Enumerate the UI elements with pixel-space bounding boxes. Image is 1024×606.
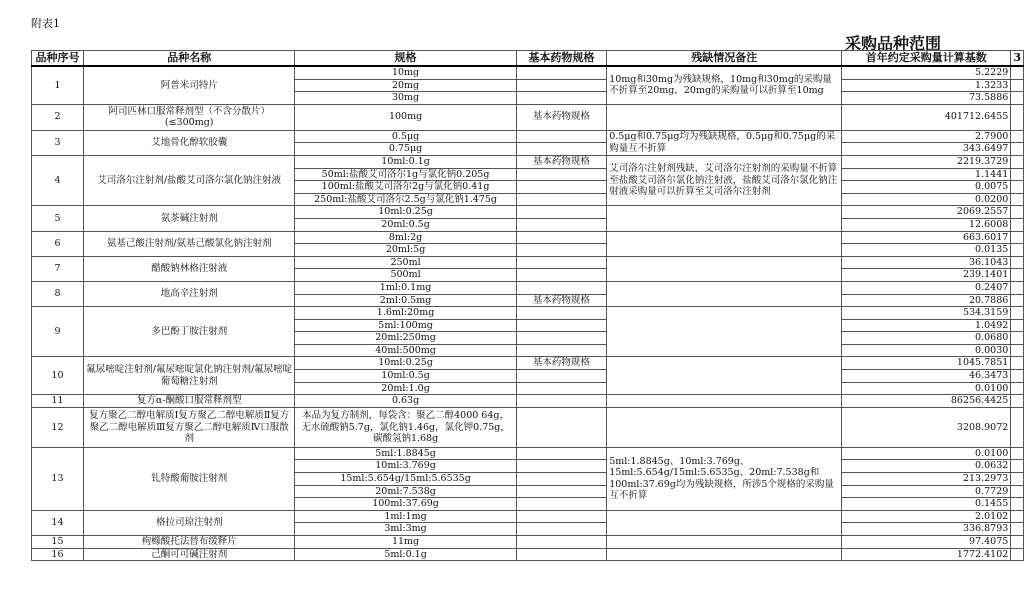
spec-cell: 100ml:37.69g — [295, 498, 516, 511]
basic-drug-cell — [516, 130, 607, 143]
header-name: 品种名称 — [83, 51, 295, 67]
quantity-cell: 1.1441 — [842, 168, 1011, 181]
item-name: 多巴酚丁胺注射剂 — [83, 307, 295, 357]
item-name: 艾地骨化醇软胶囊 — [83, 130, 295, 155]
spec-cell: 1.6ml:20mg — [295, 307, 516, 320]
spec-cell: 15ml:5.654g/15ml:5.6535g — [295, 473, 516, 486]
basic-drug-cell — [516, 307, 607, 320]
basic-drug-cell — [516, 66, 607, 79]
quantity-cell: 0.0100 — [842, 447, 1011, 460]
spec-cell: 30mg — [295, 92, 516, 105]
basic-drug-cell — [516, 256, 607, 269]
table-row — [32, 130, 1024, 143]
item-number: 2 — [32, 104, 84, 130]
basic-drug-cell — [516, 460, 607, 473]
extra-cell — [1011, 460, 1024, 473]
extra-cell — [1011, 66, 1024, 79]
quantity-cell: 0.0135 — [842, 244, 1011, 257]
basic-drug-cell — [516, 485, 607, 498]
basic-drug-cell — [516, 281, 607, 294]
item-number: 3 — [32, 130, 84, 155]
extra-cell — [1011, 357, 1024, 370]
basic-drug-cell — [516, 181, 607, 194]
shortage-note — [607, 407, 842, 447]
spec-cell: 5ml:1.8845g — [295, 447, 516, 460]
extra-cell — [1011, 193, 1024, 206]
annex-label: 附表1 — [31, 17, 60, 30]
item-name: 阿普米司特片 — [83, 66, 295, 104]
extra-cell — [1011, 206, 1024, 219]
item-number: 14 — [32, 510, 84, 535]
extra-cell — [1011, 294, 1024, 307]
extra-cell — [1011, 498, 1024, 511]
table-row — [32, 357, 1024, 370]
spec-cell: 本品为复方制剂，每袋含：聚乙二醇4000 64g，无水硫酸钠5.7g，氯化钠1.46g，氯化钾0.75g，碳酸氢钠1.68g — [295, 407, 516, 447]
item-number: 7 — [32, 256, 84, 281]
spec-cell: 20ml:7.538g — [295, 485, 516, 498]
extra-cell — [1011, 332, 1024, 345]
shortage-note — [607, 510, 842, 535]
extra-cell — [1011, 244, 1024, 257]
quantity-cell: 0.0100 — [842, 382, 1011, 395]
extra-cell — [1011, 181, 1024, 194]
basic-drug-cell — [516, 510, 607, 523]
extra-cell — [1011, 104, 1024, 130]
extra-cell — [1011, 473, 1024, 486]
shortage-note — [607, 281, 842, 306]
spec-cell: 10mg — [295, 66, 516, 79]
quantity-cell: 343.6497 — [842, 143, 1011, 156]
spec-cell: 250ml:盐酸艾司洛尔2.5g与氯化钠1.475g — [295, 193, 516, 206]
table-row — [32, 510, 1024, 523]
extra-cell — [1011, 143, 1024, 156]
spec-cell: 5ml:0.1g — [295, 548, 516, 561]
quantity-cell: 2.0102 — [842, 510, 1011, 523]
quantity-cell: 401712.6455 — [842, 104, 1011, 130]
table-row — [32, 256, 1024, 269]
quantity-cell: 1.3233 — [842, 79, 1011, 92]
item-name: 格拉司琼注射剂 — [83, 510, 295, 535]
extra-cell — [1011, 523, 1024, 536]
basic-drug-cell — [516, 92, 607, 105]
extra-cell — [1011, 407, 1024, 447]
spec-cell: 10ml:0.1g — [295, 155, 516, 168]
spec-cell: 0.63g — [295, 395, 516, 408]
quantity-cell: 0.0075 — [842, 181, 1011, 194]
shortage-note — [607, 307, 842, 357]
spec-cell: 2ml:0.5mg — [295, 294, 516, 307]
extra-cell — [1011, 307, 1024, 320]
basic-drug-cell — [516, 395, 607, 408]
spec-cell: 10ml:0.25g — [295, 206, 516, 219]
quantity-cell: 0.0680 — [842, 332, 1011, 345]
spec-cell: 1ml:1mg — [295, 510, 516, 523]
extra-cell — [1011, 370, 1024, 383]
table-row — [32, 66, 1024, 79]
procurement-table — [31, 50, 1024, 561]
shortage-note: 10mg和30mg为残缺规格，10mg和30mg的采购量不折算至20mg，20mg的采购量可以折算至10mg — [607, 66, 842, 104]
quantity-cell: 336.8793 — [842, 523, 1011, 536]
extra-cell — [1011, 218, 1024, 231]
basic-drug-cell — [516, 344, 607, 357]
quantity-cell: 5.2229 — [842, 66, 1011, 79]
basic-drug-cell — [516, 206, 607, 219]
spec-cell: 250ml — [295, 256, 516, 269]
item-name: 钆特酸葡胺注射剂 — [83, 447, 295, 510]
header-qty: 首年约定采购量计算基数 — [842, 51, 1011, 67]
item-name: 艾司洛尔注射剂/盐酸艾司洛尔氯化钠注射液 — [83, 155, 295, 205]
quantity-cell: 86256.4425 — [842, 395, 1011, 408]
header-row — [32, 51, 1024, 67]
shortage-note — [607, 536, 842, 549]
item-name: 复方α-酮酸口服常释剂型 — [83, 395, 295, 408]
basic-drug-cell — [516, 79, 607, 92]
quantity-cell: 20.7886 — [842, 294, 1011, 307]
extra-cell — [1011, 485, 1024, 498]
basic-drug-cell — [516, 447, 607, 460]
basic-drug-cell: 基本药物规格 — [516, 104, 607, 130]
basic-drug-cell: 基本药物规格 — [516, 294, 607, 307]
basic-drug-cell — [516, 523, 607, 536]
item-name: 地高辛注射剂 — [83, 281, 295, 306]
shortage-note — [607, 256, 842, 281]
item-name: 氨基己酸注射剂/氨基己酸氯化钠注射剂 — [83, 231, 295, 256]
spec-cell: 5ml:100mg — [295, 319, 516, 332]
spec-cell: 10ml:3.769g — [295, 460, 516, 473]
table-row — [32, 231, 1024, 244]
spec-cell: 20mg — [295, 79, 516, 92]
item-number: 10 — [32, 357, 84, 395]
extra-cell — [1011, 319, 1024, 332]
extra-cell — [1011, 269, 1024, 282]
extra-cell — [1011, 536, 1024, 549]
item-name: 氟尿嘧啶注射剂/氟尿嘧啶氯化钠注射剂/氟尿嘧啶葡萄糖注射剂 — [83, 357, 295, 395]
basic-drug-cell: 基本药物规格 — [516, 357, 607, 370]
spec-cell: 0.75μg — [295, 143, 516, 156]
extra-cell — [1011, 281, 1024, 294]
shortage-note: 5ml:1.8845g、10ml:3.769g、15ml:5.654g/15ml:5.6535g、20ml:7.538g和100ml:37.69g均为残缺规格，所涉5个规格的采购量互不折算 — [607, 447, 842, 510]
table-body — [32, 66, 1024, 561]
item-number: 15 — [32, 536, 84, 549]
basic-drug-cell — [516, 244, 607, 257]
quantity-cell: 2.7900 — [842, 130, 1011, 143]
quantity-cell: 36.1043 — [842, 256, 1011, 269]
quantity-cell: 0.2407 — [842, 281, 1011, 294]
spec-cell: 500ml — [295, 269, 516, 282]
shortage-note — [607, 206, 842, 231]
shortage-note — [607, 357, 842, 395]
extra-cell — [1011, 231, 1024, 244]
spec-cell: 40ml:500mg — [295, 344, 516, 357]
basic-drug-cell — [516, 332, 607, 345]
quantity-cell: 0.0030 — [842, 344, 1011, 357]
quantity-cell: 97.4075 — [842, 536, 1011, 549]
item-number: 4 — [32, 155, 84, 205]
extra-cell — [1011, 395, 1024, 408]
quantity-cell: 46.3473 — [842, 370, 1011, 383]
quantity-cell: 1.0492 — [842, 319, 1011, 332]
basic-drug-cell — [516, 370, 607, 383]
table-row — [32, 307, 1024, 320]
item-number: 11 — [32, 395, 84, 408]
extra-cell — [1011, 344, 1024, 357]
extra-cell — [1011, 155, 1024, 168]
shortage-note — [607, 548, 842, 561]
basic-drug-cell — [516, 536, 607, 549]
table-row — [32, 206, 1024, 219]
extra-cell — [1011, 92, 1024, 105]
shortage-note: 0.5μg和0.75μg均为残缺规格，0.5μg和0.75μg的采购量互不折算 — [607, 130, 842, 155]
basic-drug-cell: 基本药物规格 — [516, 155, 607, 168]
header-basic: 基本药物规格 — [516, 51, 607, 67]
item-number: 1 — [32, 66, 84, 104]
spec-cell: 11mg — [295, 536, 516, 549]
shortage-note — [607, 231, 842, 256]
item-number: 9 — [32, 307, 84, 357]
table-row — [32, 447, 1024, 460]
extra-cell — [1011, 79, 1024, 92]
table-row — [32, 395, 1024, 408]
extra-cell — [1011, 130, 1024, 143]
spec-cell: 8ml:2g — [295, 231, 516, 244]
shortage-note — [607, 104, 842, 130]
quantity-cell: 663.6017 — [842, 231, 1011, 244]
basic-drug-cell — [516, 269, 607, 282]
extra-cell — [1011, 548, 1024, 561]
quantity-cell: 239.1401 — [842, 269, 1011, 282]
basic-drug-cell — [516, 407, 607, 447]
spec-cell: 50ml:盐酸艾司洛尔1g与氯化钠0.205g — [295, 168, 516, 181]
header-shortage: 残缺情况备注 — [607, 51, 842, 67]
spec-cell: 10ml:0.5g — [295, 370, 516, 383]
basic-drug-cell — [516, 168, 607, 181]
extra-cell — [1011, 510, 1024, 523]
item-name: 复方聚乙二醇电解质Ⅰ复方聚乙二醇电解质Ⅱ复方聚乙二醇电解质Ⅲ复方聚乙二醇电解质Ⅳ口服散剂 — [83, 407, 295, 447]
quantity-cell: 0.1455 — [842, 498, 1011, 511]
basic-drug-cell — [516, 473, 607, 486]
basic-drug-cell — [516, 548, 607, 561]
extra-cell — [1011, 168, 1024, 181]
spec-cell: 20ml:1.0g — [295, 382, 516, 395]
quantity-cell: 213.2973 — [842, 473, 1011, 486]
spec-cell: 100ml:盐酸艾司洛尔2g与氯化钠0.41g — [295, 181, 516, 194]
table-row — [32, 548, 1024, 561]
item-name: 醋酸钠林格注射液 — [83, 256, 295, 281]
item-name: 阿司匹林口服常释剂型（不含分散片）(≤300mg) — [83, 104, 295, 130]
extra-cell — [1011, 447, 1024, 460]
shortage-note — [607, 395, 842, 408]
item-number: 6 — [32, 231, 84, 256]
quantity-cell: 2069.2557 — [842, 206, 1011, 219]
quantity-cell: 3208.9072 — [842, 407, 1011, 447]
item-name: 己酮可可碱注射剂 — [83, 548, 295, 561]
basic-drug-cell — [516, 193, 607, 206]
basic-drug-cell — [516, 498, 607, 511]
quantity-cell: 12.6008 — [842, 218, 1011, 231]
shortage-note: 艾司洛尔注射剂残缺，艾司洛尔注射剂的采购量不折算至盐酸艾司洛尔氯化钠注射液，盐酸艾司洛尔氯化钠注射液采购量可以折算至艾司洛尔注射剂 — [607, 155, 842, 205]
item-number: 13 — [32, 447, 84, 510]
item-number: 8 — [32, 281, 84, 306]
basic-drug-cell — [516, 382, 607, 395]
quantity-cell: 73.5886 — [842, 92, 1011, 105]
quantity-cell: 1772.4102 — [842, 548, 1011, 561]
item-number: 5 — [32, 206, 84, 231]
spec-cell: 10ml:0.25g — [295, 357, 516, 370]
header-extra: 3 — [1011, 51, 1024, 67]
table-row — [32, 281, 1024, 294]
item-number: 16 — [32, 548, 84, 561]
quantity-cell: 0.0200 — [842, 193, 1011, 206]
quantity-cell: 1045.7851 — [842, 357, 1011, 370]
table-row — [32, 407, 1024, 447]
basic-drug-cell — [516, 143, 607, 156]
basic-drug-cell — [516, 231, 607, 244]
item-name: 氨茶碱注射剂 — [83, 206, 295, 231]
extra-cell — [1011, 256, 1024, 269]
spec-cell: 100mg — [295, 104, 516, 130]
spec-cell: 3ml:3mg — [295, 523, 516, 536]
table-row — [32, 155, 1024, 168]
extra-cell — [1011, 382, 1024, 395]
spec-cell: 20ml:250mg — [295, 332, 516, 345]
sheet-title: 采购品种范围 — [845, 34, 942, 53]
basic-drug-cell — [516, 319, 607, 332]
quantity-cell: 0.7729 — [842, 485, 1011, 498]
quantity-cell: 2219.3729 — [842, 155, 1011, 168]
header-spec: 规格 — [295, 51, 516, 67]
basic-drug-cell — [516, 218, 607, 231]
quantity-cell: 534.3159 — [842, 307, 1011, 320]
spec-cell: 1ml:0.1mg — [295, 281, 516, 294]
table-row — [32, 536, 1024, 549]
spec-cell: 20ml:0.5g — [295, 218, 516, 231]
table-row — [32, 104, 1024, 130]
item-name: 枸橼酸托法替布缓释片 — [83, 536, 295, 549]
spec-cell: 0.5μg — [295, 130, 516, 143]
header-no: 品种序号 — [32, 51, 84, 67]
quantity-cell: 0.0632 — [842, 460, 1011, 473]
item-number: 12 — [32, 407, 84, 447]
spec-cell: 20ml:5g — [295, 244, 516, 257]
